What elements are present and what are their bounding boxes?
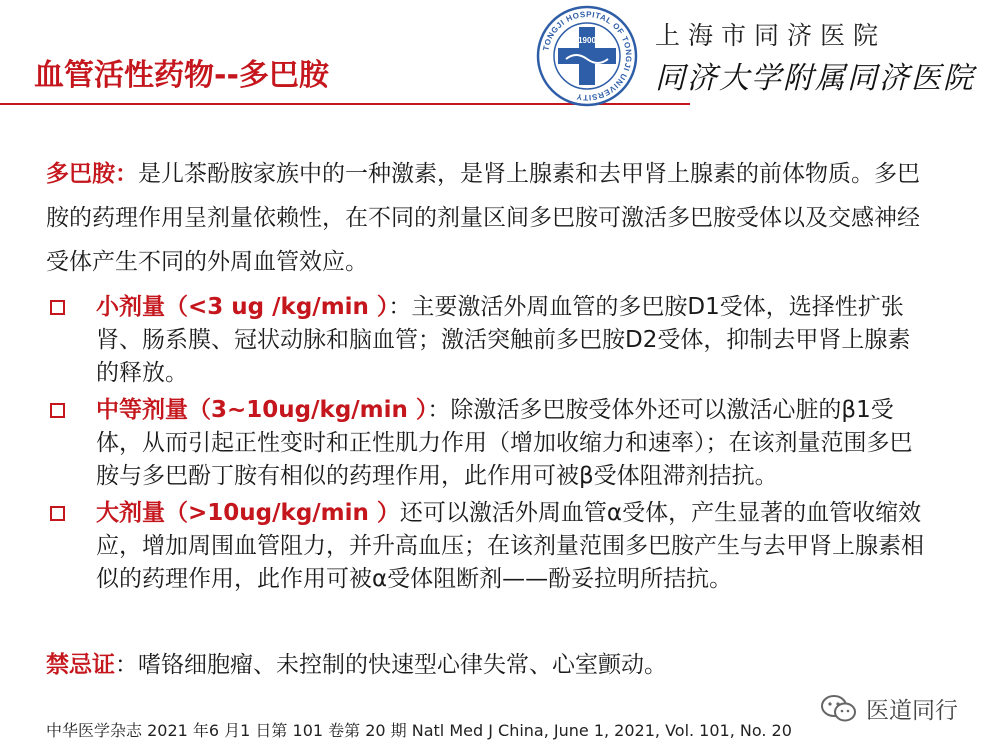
dose-text: ：除激活多巴胺受体外还可以激活心脏的β1受体，从而引起正性变时和正性肌力作用（增加收缩力和速率）；在该剂量范围多巴胺与多巴酚丁胺有相似的药理作用，此作用可被β受体阻滞剂拮抗。 (96, 397, 913, 489)
square-bullet-icon (50, 403, 65, 418)
dose-list (46, 291, 926, 600)
list-item (46, 394, 926, 493)
list-item (46, 497, 926, 596)
hospital-seal-logo-icon (536, 5, 638, 107)
intro-paragraph (46, 152, 926, 284)
intro-term: 多巴胺： (46, 161, 138, 187)
contraindication-text: ：嗜铬细胞瘤、未控制的快速型心律失常、心室颤动。 (115, 652, 667, 678)
contraindication (46, 648, 667, 682)
square-bullet-icon (50, 300, 65, 315)
intro-text: 是儿茶酚胺家族中的一种激素，是肾上腺素和去甲肾上腺素的前体物质。多巴胺的药理作用呈剂量依赖性，在不同的剂量区间多巴胺可激活多巴胺受体以及交感神经受体产生不同的外周血管效应。 (46, 161, 920, 275)
square-bullet-icon (50, 506, 65, 521)
dose-heading: 中等剂量（3~10ug/kg/min ） (96, 397, 428, 423)
list-item (46, 291, 926, 390)
watermark-text: 医道同行 (866, 698, 958, 724)
hospital-name: 上海市同济医院 (655, 21, 887, 50)
dose-heading: 大剂量（>10ug/kg/min ） (96, 500, 400, 526)
logo-year: 1900 (578, 36, 596, 45)
watermark (820, 692, 958, 725)
dose-text: ：主要激活外周血管的多巴胺D1受体，选择性扩张肾、肠系膜、冠状动脉和脑血管；激活突触前多巴胺D2受体，抑制去甲肾上腺素的释放。 (96, 294, 911, 386)
hospital-calligraphy-name: 同济大学附属同济医院 (655, 61, 975, 96)
wechat-icon (820, 694, 858, 724)
slide-title: 血管活性药物--多巴胺 (34, 58, 329, 93)
contraindication-term: 禁忌证 (46, 652, 115, 678)
citation-footer: 中华医学杂志 2021 年6 月1 日第 101 卷第 20 期 Natl Med J China, June 1, 2021, Vol. 101, No. 20 (46, 721, 792, 740)
dose-text: 还可以激活外周血管α受体，产生显著的血管收缩效应，增加周围血管阻力，并升高血压；在该剂量范围多巴胺产生与去甲肾上腺素相似的药理作用，此作用可被α受体阻断剂——酚妥拉明所拮抗。 (96, 500, 924, 592)
logo-ring-text: TONGJI HOSPITAL OF TONGJI UNIVERSITY (541, 9, 634, 103)
dose-heading: 小剂量（<3 ug /kg/min ） (96, 294, 389, 320)
